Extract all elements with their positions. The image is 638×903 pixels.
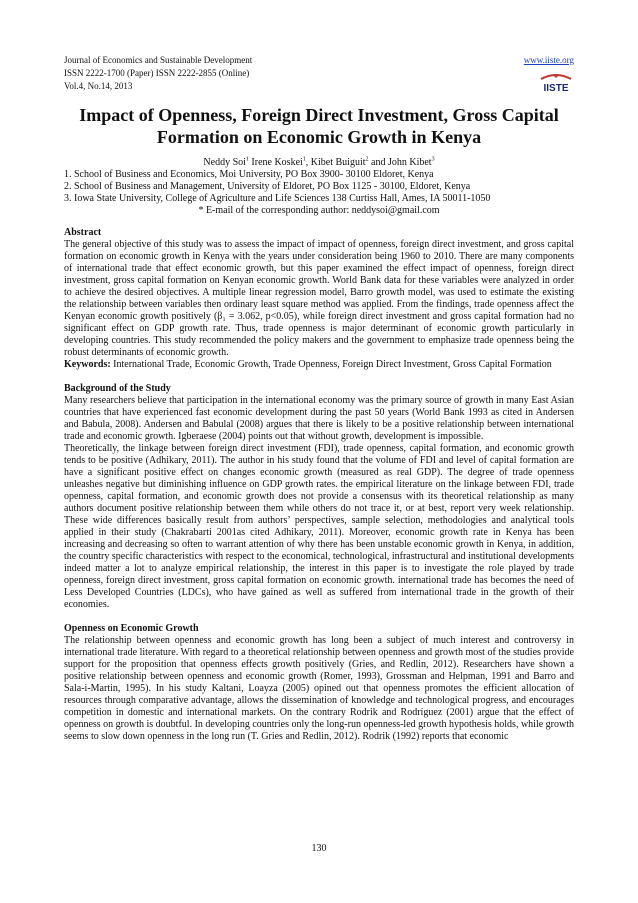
affiliation-1: 1. School of Business and Economics, Moi University, PO Box 3900- 30100 Eldoret, Kenya xyxy=(64,169,434,180)
issn: ISSN 2222-1700 (Paper) ISSN 2222-2855 (Online) xyxy=(64,68,250,78)
author-3-sup: 2 xyxy=(365,156,369,163)
keywords-text: International Trade, Economic Growth, Trade Openness, Foreign Direct Investment, Gross Capital Formation xyxy=(113,359,552,370)
author-list: Neddy Soi$^1$ Irene Koskei$^1$, Kibet Buiguit$^2$ and John Kibet$^3$ xyxy=(203,156,435,168)
paper-title: Impact of Openness, Foreign Direct Investment, Gross Capital Formation on Economic Growth in Kenya xyxy=(79,105,559,147)
author-2-sup: 1 xyxy=(302,156,306,163)
background-heading: Background of the Study xyxy=(64,383,171,394)
author-3: Kibet Buiguit xyxy=(310,157,366,168)
abstract-text: The general objective of this study was to assess the impact of impact of openness, foreign direct investment, and gross capital formation on economic growth in Kenya with the years under consideration being 1960 to 2010. There are many components of international trade that effect economic growth, but this paper examined the effect impact of openness, foreign direct investment, gross capital formation on Kenyan economic growth. World Bank data for these variables were analyzed in order to achieve the desired objectives. A multiple linear regression model, Barro growth model, was used to estimate the existing the relationship between variables then ordinary least square method was applied. From the findings, trade openness affect the Kenyan economic growth positively (β₁ = 3.062, p<0.05), while foreign direct investment and gross capital formation had no significant effect on GDP growth rate. Thus, trade openness is major determinant of economic growth particularly in developing countries. This study recommended the policy makers and the government to emphasize trade openness being the robust determinants of economic growth. xyxy=(64,239,574,358)
paper-body xyxy=(64,227,574,743)
background-paragraph-1: Many researchers believe that participation in the international economy was the primary source of growth in many East Asian countries that have experienced fast economic development during the past 50 years (World Bank 1993 as cited in Andersen and Babula, 2008). Andersen and Babulal (2008) argues that there is likely to be a positive relationship between international trade and economic growth. Igberaese (2004) points out that without growth, development is impossible. xyxy=(64,395,574,442)
author-4: and John Kibet xyxy=(371,157,432,168)
page-number: 130 xyxy=(311,843,327,854)
author-1-sup: 1 xyxy=(245,156,249,163)
background-paragraph-2: Theoretically, the linkage between foreign direct investment (FDI), trade openness, capital formation, and economic growth tends to be positive (Adhikary, 2011). The author in his study found that the volume of FDI and level of capital formation are have a significant positive effect on changes economic growth (measured as real GDP). The degree of trade openness unleashes negative but diminishing influence on GDP growth rates. the empirical literature on the linkage between FDI, trade openness, capital formation, and economic growth does not provide a consensus with its theoretical relationship as many authors document positive relationship between them while others do not trace it, or at best, report very week relationship. These wide differences basically result from authors’ perspectives, sample selection, methodologies and analytical tools applied in their study (Chakrabarti 2001as cited Adhikary, 2011). Moreover, economic growth rate in Kenya has been increasing and decreasing so often to warrant attention of why there has been unstable economic growth in Kenya, in addition, the country specific characteristics with respect to the economical, technological, infrastructural and institutional developments indeed matter a lot to analyze empirical relationship, the interest in this paper is to investigate the role played by trade openness, foreign direct investment, gross capital formation on economic growth. international trade has becomes the need of Less Developed Countries (LDCs), who have gained as well as suffered from international trade in the growth of their economies. xyxy=(64,443,574,610)
volume-info: Vol.4, No.14, 2013 xyxy=(64,81,133,91)
corresponding-email: * E-mail of the corresponding author: neddysoi@gmail.com xyxy=(198,205,440,216)
page-header xyxy=(64,54,574,93)
keywords-label: Keywords: xyxy=(64,359,111,370)
openness-heading: Openness on Economic Growth xyxy=(64,623,199,634)
journal-name: Journal of Economics and Sustainable Development xyxy=(64,55,253,65)
affiliation-2: 2. School of Business and Management, University of Eldoret, PO Box 1125 - 30100, Eldoret, Kenya xyxy=(64,181,471,192)
iiste-logo xyxy=(538,72,574,96)
author-block xyxy=(64,157,574,217)
abstract-heading: Abstract xyxy=(64,227,102,238)
author-1: Neddy Soi xyxy=(203,157,246,168)
affiliation-3: 3. Iowa State University, College of Agriculture and Life Sciences 138 Curtiss Hall, Ames, IA 50011-1050 xyxy=(64,193,491,204)
journal-url-link[interactable]: www.iiste.org xyxy=(523,55,574,65)
logo-text: IISTE xyxy=(543,83,569,94)
keywords xyxy=(64,359,574,371)
openness-paragraph-1: The relationship between openness and economic growth has long been a subject of much interest and controversy in international trade literature. With regard to a theoretical relationship between openness and growth most of the studies provide support for the proposition that openness effects growth positively (Gries, and Redlin, 2012). Researchers have shown a positive relationship between openness and economic growth (Romer, 1993), Grossman and Helpman, 1991 and Barro and Sala-i-Martin, 1995). In his study Kaltani, Loayza (2005) opined out that openness promotes the efficient allocation of resources through comparative advantage, allows the dissemination of knowledge and technological progress, and encourages competition in domestic and international markets. On the contrary Rodrik and Rodríguez (2001) argue that the effect of openness on growth is doubtful. In developing countries only the long-run openness-led growth hypothesis holds, while growth seems to slow down openness in the long run (T. Gries and Redlin, 2012). Rodrik (1992) reports that economic xyxy=(64,635,574,742)
author-2: Irene Koskei xyxy=(251,157,303,168)
author-4-sup: 3 xyxy=(431,156,435,163)
